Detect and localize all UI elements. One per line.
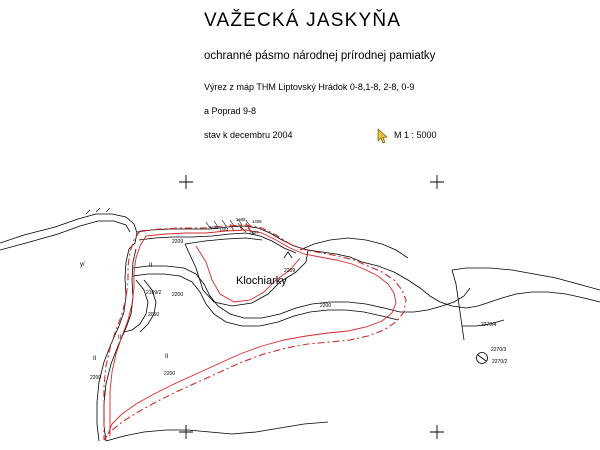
cave-zone-edge: [196, 246, 300, 302]
parcel-label: 2200: [320, 303, 332, 309]
parcel-label: 2270/3: [491, 347, 507, 353]
sector-label: y/: [80, 262, 85, 268]
parcel-label: 2109/2: [146, 290, 162, 296]
parcel-label: 2200: [172, 292, 184, 298]
parcel-label: 2209: [284, 268, 296, 274]
parcel-label: 1409: [252, 219, 262, 224]
parcel-label: 2050: [148, 312, 160, 318]
protection-zone-boundary: [104, 225, 406, 440]
point-symbol: [477, 353, 488, 364]
parcel-label: 2200: [164, 371, 176, 377]
sector-label: II: [165, 354, 169, 360]
sector-label: II: [93, 356, 97, 362]
parcel-label: 2209: [172, 239, 184, 245]
source-line-1: Výrez z máp THM Liptovský Hrádok 0-8,1-8, 2-8, 0-9: [204, 82, 415, 92]
page-title: VAŽECKÁ JASKYŇA: [204, 10, 402, 31]
place-label-klochiarky: Klochiarky: [236, 275, 287, 287]
status-text: stav k decembru 2004: [204, 130, 293, 140]
parcel-label: 2270/4: [481, 322, 497, 328]
parcel-label: 2270/2: [492, 359, 508, 365]
parcel-label: 1408: [236, 217, 246, 222]
register-cross-marks: [179, 175, 444, 439]
page-subtitle: ochranné pásmo národnej prírodnej pamiatky: [204, 50, 436, 62]
parcel-label: 1404: [219, 227, 229, 232]
footer-row: [204, 130, 576, 144]
sector-label: II: [149, 263, 153, 269]
parcel-label: 2200: [90, 375, 102, 381]
parcel-label: 1407: [249, 230, 259, 235]
parcel-label: 1405: [209, 225, 219, 230]
scale-text: M 1 : 5000: [394, 130, 437, 140]
title-block: [196, 10, 576, 144]
source-line-2: a Poprad 9-8: [204, 106, 257, 116]
sector-label: II: [118, 335, 122, 341]
